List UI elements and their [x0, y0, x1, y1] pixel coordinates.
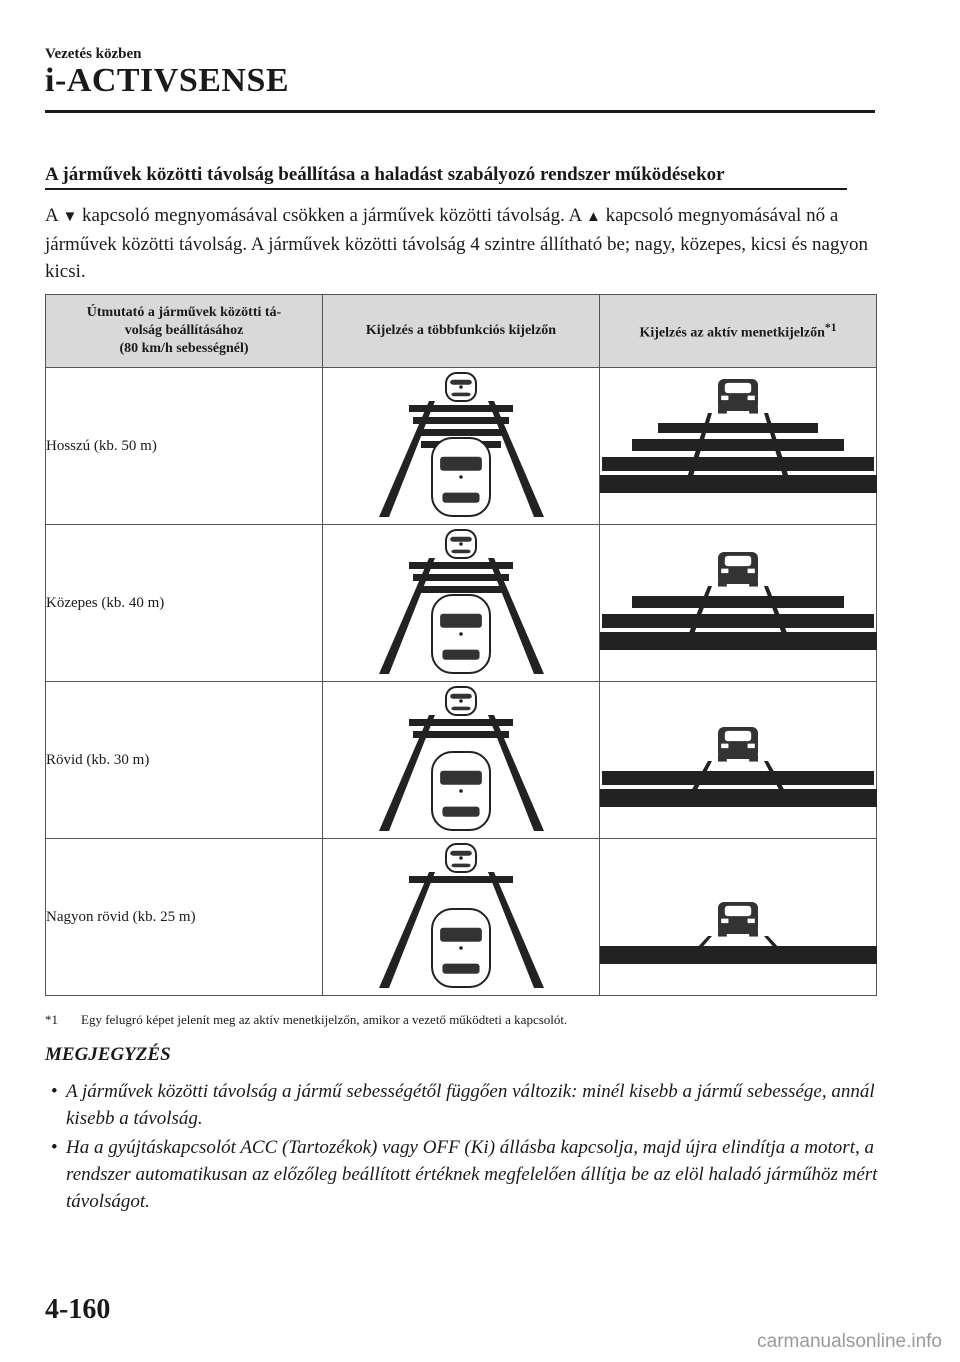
subheading-underline	[45, 188, 847, 190]
watermark: carmanualsonline.info	[757, 1331, 942, 1352]
multi-display-illustration	[323, 842, 600, 992]
table-row	[46, 525, 877, 682]
row-label-long: Hosszú (kb. 50 m)	[46, 368, 323, 525]
lead-car-icon	[718, 552, 758, 587]
header-multi-display: Kijelzés a többfunkciós kijelzőn	[323, 295, 600, 368]
distance-bar	[600, 475, 877, 493]
active-display-illustration	[600, 528, 877, 678]
distance-bar	[409, 719, 513, 726]
chapter-label: Vezetés közben	[45, 46, 142, 62]
own-car-icon	[432, 595, 490, 673]
lead-car-icon	[446, 687, 476, 715]
distance-table	[45, 294, 877, 996]
footnote-text: Egy felugró képet jelenít meg az aktív menetkijelzőn, amikor a vezető működteti a kapcsolót.	[81, 1012, 568, 1027]
header-guide: Útmutató a járművek közötti tá- volság beállításához (80 km/h sebességnél)	[46, 295, 323, 368]
own-car-icon	[432, 909, 490, 987]
note-title: MEGJEGYZÉS	[45, 1044, 171, 1065]
active-display-illustration	[600, 685, 877, 835]
row-label-very-short: Nagyon rövid (kb. 25 m)	[46, 839, 323, 996]
distance-bar	[632, 439, 844, 451]
multi-display-long	[323, 368, 600, 525]
multi-display-short	[323, 682, 600, 839]
lead-car-icon	[446, 844, 476, 872]
table-header-row	[46, 295, 877, 368]
distance-bar	[658, 423, 818, 433]
triangle-down-icon: ▼	[62, 209, 78, 225]
intro-text-b: kapcsoló megnyomásával csökken a járművek közötti távolság. A	[77, 205, 586, 226]
table-row	[46, 368, 877, 525]
distance-bar	[417, 429, 505, 436]
list-item: • A járművek közötti távolság a jármű sebességétől függően változik: minél kisebb a jármű sebessége, annál kisebb a távolság.	[48, 1078, 878, 1132]
lead-car-icon	[718, 727, 758, 762]
active-display-long	[600, 368, 877, 525]
distance-bar	[602, 614, 874, 628]
row-label-short: Rövid (kb. 30 m)	[46, 682, 323, 839]
table-row	[46, 839, 877, 996]
active-display-short	[600, 682, 877, 839]
distance-bar	[632, 596, 844, 608]
footnote-marker: *1	[45, 1012, 58, 1027]
distance-bar	[413, 574, 509, 581]
lead-car-icon	[446, 530, 476, 558]
distance-bar	[413, 417, 509, 424]
bullet-icon: •	[51, 1081, 58, 1102]
distance-bar	[600, 946, 877, 964]
intro-paragraph	[45, 202, 875, 285]
subheading: A járművek közötti távolság beállítása a haladást szabályozó rendszer működésekor	[45, 164, 725, 185]
active-display-very-short	[600, 839, 877, 996]
distance-bar	[602, 457, 874, 471]
list-item: • Ha a gyújtáskapcsolót ACC (Tartozékok) vagy OFF (Ki) állásba kapcsolja, majd újra elindítja a motort, a rendszer automatikusan az előzőleg beállított értéknek megfelelően állítja be az elöl haladó járműhöz mért távolságot.	[48, 1134, 878, 1215]
multi-display-medium	[323, 525, 600, 682]
distance-bar	[409, 876, 513, 883]
distance-bar	[417, 586, 505, 593]
lane-line-right	[488, 872, 544, 988]
multi-display-illustration	[323, 528, 600, 678]
intro-text-a: A	[45, 205, 63, 226]
bullet-icon: •	[51, 1137, 58, 1158]
active-display-illustration	[600, 371, 877, 521]
footnote	[45, 1012, 567, 1028]
lead-car-icon	[718, 902, 758, 937]
distance-bar	[409, 562, 513, 569]
lead-car-icon	[446, 373, 476, 401]
distance-bar	[602, 771, 874, 785]
intro-text-c: kapcsoló megnyomásával nő a járművek közötti távolság. A járművek közötti távolság 4 szintre állítható be; nagy, közepes, kicsi és nagyon kicsi.	[45, 205, 868, 282]
triangle-up-icon: ▲	[585, 209, 601, 225]
multi-display-very-short	[323, 839, 600, 996]
multi-display-illustration	[323, 371, 600, 521]
active-display-medium	[600, 525, 877, 682]
distance-bar	[600, 789, 877, 807]
header-divider	[45, 110, 875, 113]
lead-car-icon	[718, 379, 758, 414]
page-number: 4-160	[45, 1294, 111, 1325]
row-label-medium: Közepes (kb. 40 m)	[46, 525, 323, 682]
distance-bar	[409, 405, 513, 412]
distance-bar	[413, 731, 509, 738]
lane-line-left	[379, 872, 435, 988]
table-row	[46, 682, 877, 839]
own-car-icon	[432, 752, 490, 830]
multi-display-illustration	[323, 685, 600, 835]
own-car-icon	[432, 438, 490, 516]
notes-list	[48, 1078, 878, 1217]
section-title: i-ACTIVSENSE	[45, 62, 290, 99]
distance-bar	[600, 632, 877, 650]
active-display-illustration	[600, 842, 877, 992]
header-active-display: Kijelzés az aktív menetkijelzőn$^{*1}$	[600, 295, 877, 368]
